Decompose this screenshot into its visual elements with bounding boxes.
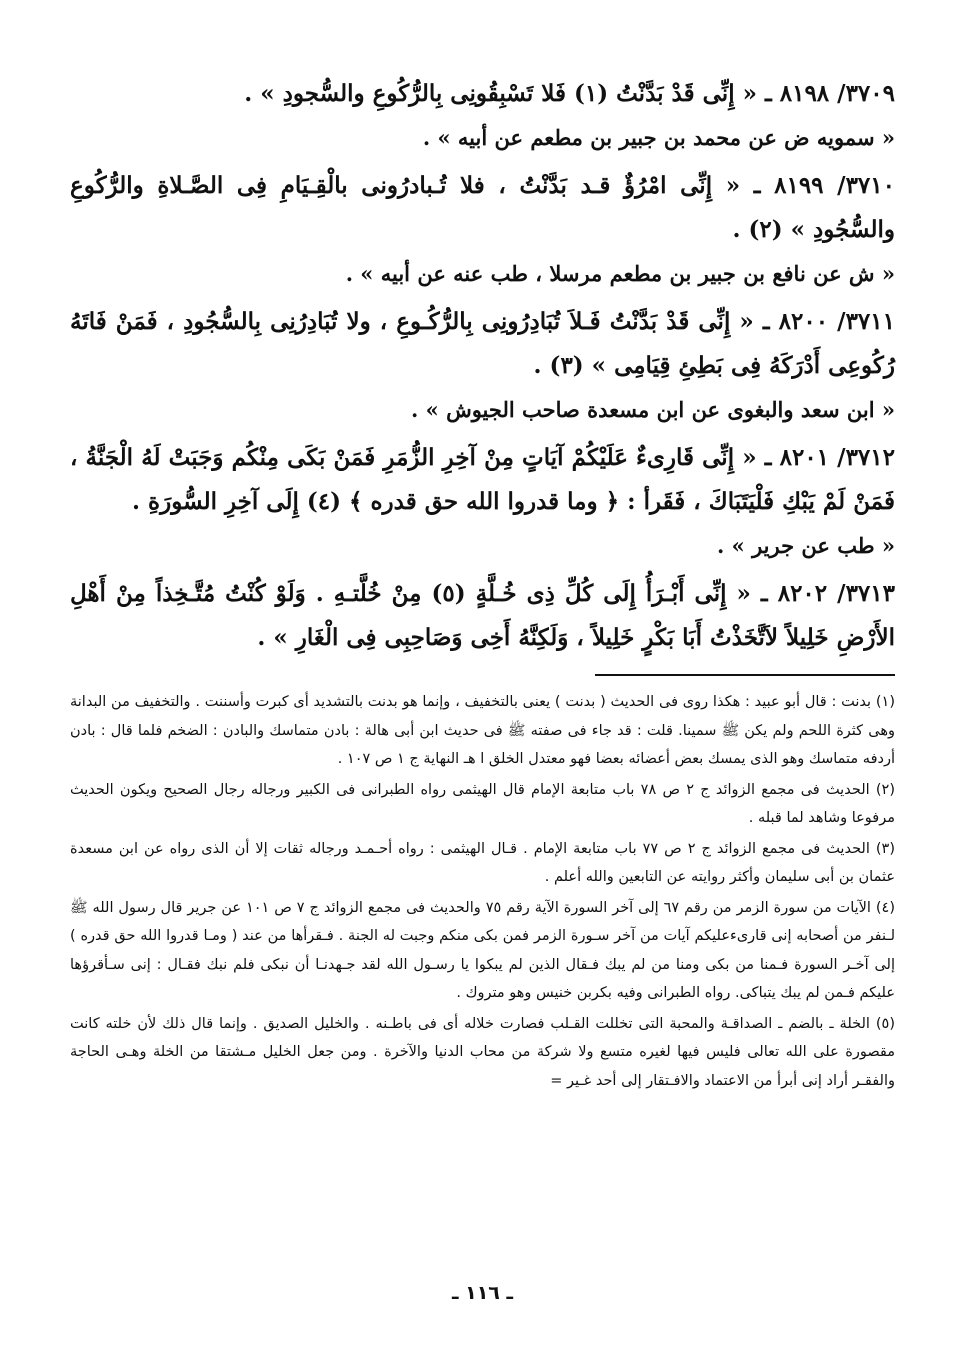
source-8201: « طب عن جرير » .: [717, 533, 895, 558]
hadith-8199: ٣٧١٠/ ٨١٩٩ ـ « إِنِّى امْرُؤٌ قـد بَدَّنْتُ ، فلا تُـبادرُونى بالْقِـيَامِ فِى الصَّـلاةِ والرُّكُوعِ والسُّجُودِ » (٢) .: [70, 172, 895, 243]
page-number: ـ ١١٦ ـ: [451, 1282, 513, 1304]
footnote-divider: [595, 674, 895, 676]
footnote-1: (١) بدنت : قال أبو عبيد : هكذا روى فى الحديث ( بدنت ) يعنى بالتخفيف ، وإنما هو بدنت بالتشديد أى كبرت وأسننت . والتخفيف من البدانة وهى كثرة اللحم ولم يكن ﷺ سمينا. قلت : قد جاء فى صفته ﷺ فى حديث ابن أبى هالة : بادن متماسك والبادن : الضخم فلما قال : بادن أردفه متماسك وهو الذى يمسك بعض أعضائه بعضا فهو معتدل الخلق ا هـ النهاية ج ١ ص ١٠٧ .: [70, 694, 895, 767]
footnotes-section: [70, 688, 895, 1095]
document-page: [70, 70, 895, 1310]
hadith-section: [70, 72, 895, 660]
source-8200: « ابن سعد والبغوى عن ابن مسعدة صاحب الجيوش » .: [411, 397, 895, 422]
hadith-8201: ٣٧١٢/ ٨٢٠١ ـ « إِنِّى قَارِىءٌ عَلَيْكُمْ آيَاتٍ مِنْ آخِرِ الزُّمَرِ فَمَنْ بَكَى مِنْكُم وَجَبَتْ لَهُ الْجَنَّةُ ، فَمَنْ لَمْ يَبْكِ فَلْيَتَبَاكَ ، فَقَرأ : ﴿ وما قدروا الله حق قدره ﴾ (٤) إِلَى آخِرِ السُّورَةِ .: [70, 444, 895, 515]
footnote-3: (٣) الحديث فى مجمع الزوائد ج ٢ ص ٧٧ باب متابعة الإمام . قـال الهيثمى : رواه أحـمـد ورجاله ثقات إلا أن الذى رواه عن ابن مسعدة عثمان بن أبى سليمان وأكثر روايته عن التابعين والله أعلم .: [70, 840, 895, 885]
source-8198: « سمويه ض عن محمد بن جبير بن مطعم عن أبيه » .: [422, 125, 895, 150]
hadith-8198: ٣٧٠٩/ ٨١٩٨ ـ « إِنِّى قَدْ بَدَّنْتُ (١) فَلا تَسْبِقُونِى بِالرُّكُوعِ والسُّجودِ » .: [244, 80, 895, 107]
hadith-8202: ٣٧١٣/ ٨٢٠٢ ـ « إِنِّى أَبْـرَأُ إِلَى كُلِّ ذِى خُـلَّةٍ (٥) مِنْ خُلَّتـهِ . وَلَوْ كُنْتُ مُتَّـخِذاً مِنْ أَهْلِ الأَرْضِ خَلِيلاً لاَتَّخَذْتُ أَبَا بَكْرٍ خَلِيلاً ، وَلَكِنَّهُ أَخِى وَصَاحِبِى فِى الْغَارِ » .: [70, 580, 895, 651]
footnote-5: (٥) الخلة ـ بالضم ـ الصداقـة والمحبة التى تخللت القـلب فصارت خلاله أى فى باطـنه . والخليل الصديق . وإنما قال ذلك لأن خلته كانت مقصورة على الله تعالى فليس فيها لغيره متسع ولا شركة من محاب الدنيا والآخرة . ومن جعل الخليل مـشتقا من الخلة وهـى الحاجة والفقـر أراد إنى أبرأ من الاعتماد والافـتقار إلى أحد غـير =: [70, 1015, 895, 1089]
source-8199: « ش عن نافع بن جبير بن مطعم مرسلا ، طب عنه عن أبيه » .: [345, 261, 895, 286]
footnote-4: (٤) الآيات من سورة الزمر من رقم ٦٧ إلى آخر السورة الآية رقم ٧٥ والحديث فى مجمع الزوائد ج ٧ ص ١٠١ عن جرير قال رسول الله ﷺ لـنفر من أصحابه إنى قارىءعليكم آيات من آخر سـورة الزمر فمن بكى منكم وجبت له الجنة . فـقرأها من عند ( ومـا قدروا الله حق قدره ) إلى آخـر السورة فـمنا من بكى ومنا من لم يبك فـقال الذين لم يبكوا يا رسـول الله لقد جـهدنـا أن نبكى فلم نبك فقـال : إنى سـأقرؤها عليكم فـمن لم يبك يتباكى. رواه الطبرانى وفيه بكربن خنيس وهو متروك .: [70, 899, 896, 1001]
hadith-8200: ٣٧١١/ ٨٢٠٠ ـ « إِنِّى قَدْ بَدَّنْتُ فَـلاَ تُبَادِرُونِى بِالرُّكُـوعِ ، ولا تُبَادِرُنِى بِالسُّجُودِ ، فَمَنْ فَاتَهُ رُكُوعِى أَدْرَكَهُ فِى بَطِئِ قِيَامِى » (٣) .: [70, 308, 895, 379]
footnote-2: (٢) الحديث فى مجمع الزوائد ج ٢ ص ٧٨ باب متابعة الإمام قال الهيثمى رواه الطبرانى فى الكبير ورجاله رجال الصحيح ويكون الحديث مرفوعا وشاهد لما قبله .: [70, 781, 896, 826]
